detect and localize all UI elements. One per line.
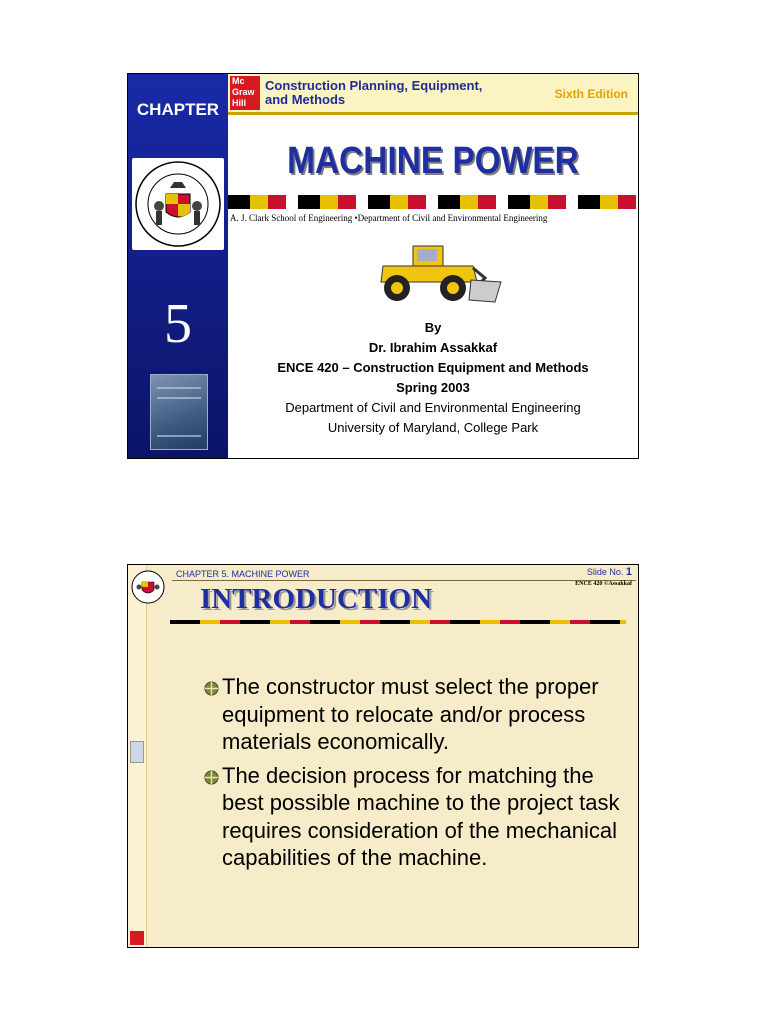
- edition-label: Sixth Edition: [554, 87, 628, 101]
- title-slide-sidebar: [128, 74, 228, 458]
- chapter-label: CHAPTER: [136, 100, 220, 119]
- bullet-text: The decision process for matching the best possible machine to the project task requires consideration of the mechanical capabilities of the machine.: [222, 762, 620, 870]
- bullet-icon: [204, 770, 219, 785]
- credits-block: [228, 318, 638, 438]
- bullet-list: [204, 673, 624, 878]
- list-item: [204, 762, 624, 872]
- book-title-line1: Construction Planning, Equipment,: [265, 78, 483, 93]
- header-divider: [172, 580, 636, 581]
- book-title-line2: and Methods: [265, 92, 346, 107]
- slide-number-label: Slide No.: [586, 567, 624, 577]
- chapter-number: 5: [164, 293, 192, 355]
- maryland-flag-band: [170, 620, 626, 624]
- term: Spring 2003: [396, 380, 470, 395]
- department: Department of Civil and Environmental Engineering: [285, 400, 581, 415]
- book-cover-image: [150, 374, 208, 450]
- slide-number-value: 1: [625, 566, 632, 578]
- maryland-flag-band: [228, 195, 638, 209]
- slide-sidebar: [128, 565, 147, 947]
- book-header: [228, 74, 638, 115]
- bullet-icon: [204, 681, 219, 696]
- loader-icon: [373, 240, 503, 304]
- course-name: ENCE 420 – Construction Equipment and Methods: [277, 360, 589, 375]
- bullet-text: The constructor must select the proper equipment to relocate and/or process materials economically.: [222, 674, 599, 754]
- university-seal-icon: [132, 158, 224, 250]
- title-slide: [127, 73, 639, 459]
- university-seal-icon: [130, 568, 166, 606]
- slide-number: [587, 566, 632, 578]
- author-tag: ENCE 420 ©Assakkaf: [575, 581, 632, 587]
- mcgraw-hill-logo-icon: Mc Graw Hill: [230, 76, 260, 110]
- introduction-slide: [127, 564, 639, 948]
- school-line: A. J. Clark School of Engineering •Department of Civil and Environmental Engineering: [230, 213, 548, 223]
- slide-title: INTRODUCTION: [200, 583, 433, 615]
- book-title: [265, 79, 482, 107]
- chapter-header: CHAPTER 5. MACHINE POWER: [176, 569, 310, 579]
- by-label: By: [424, 320, 442, 335]
- slide-title: MACHINE POWER: [287, 140, 579, 182]
- list-item: [204, 673, 624, 756]
- mcgraw-hill-logo-icon: [130, 931, 144, 945]
- sidebar-marker: [130, 741, 144, 763]
- university: University of Maryland, College Park: [327, 420, 539, 435]
- author-name: Dr. Ibrahim Assakkaf: [368, 340, 498, 355]
